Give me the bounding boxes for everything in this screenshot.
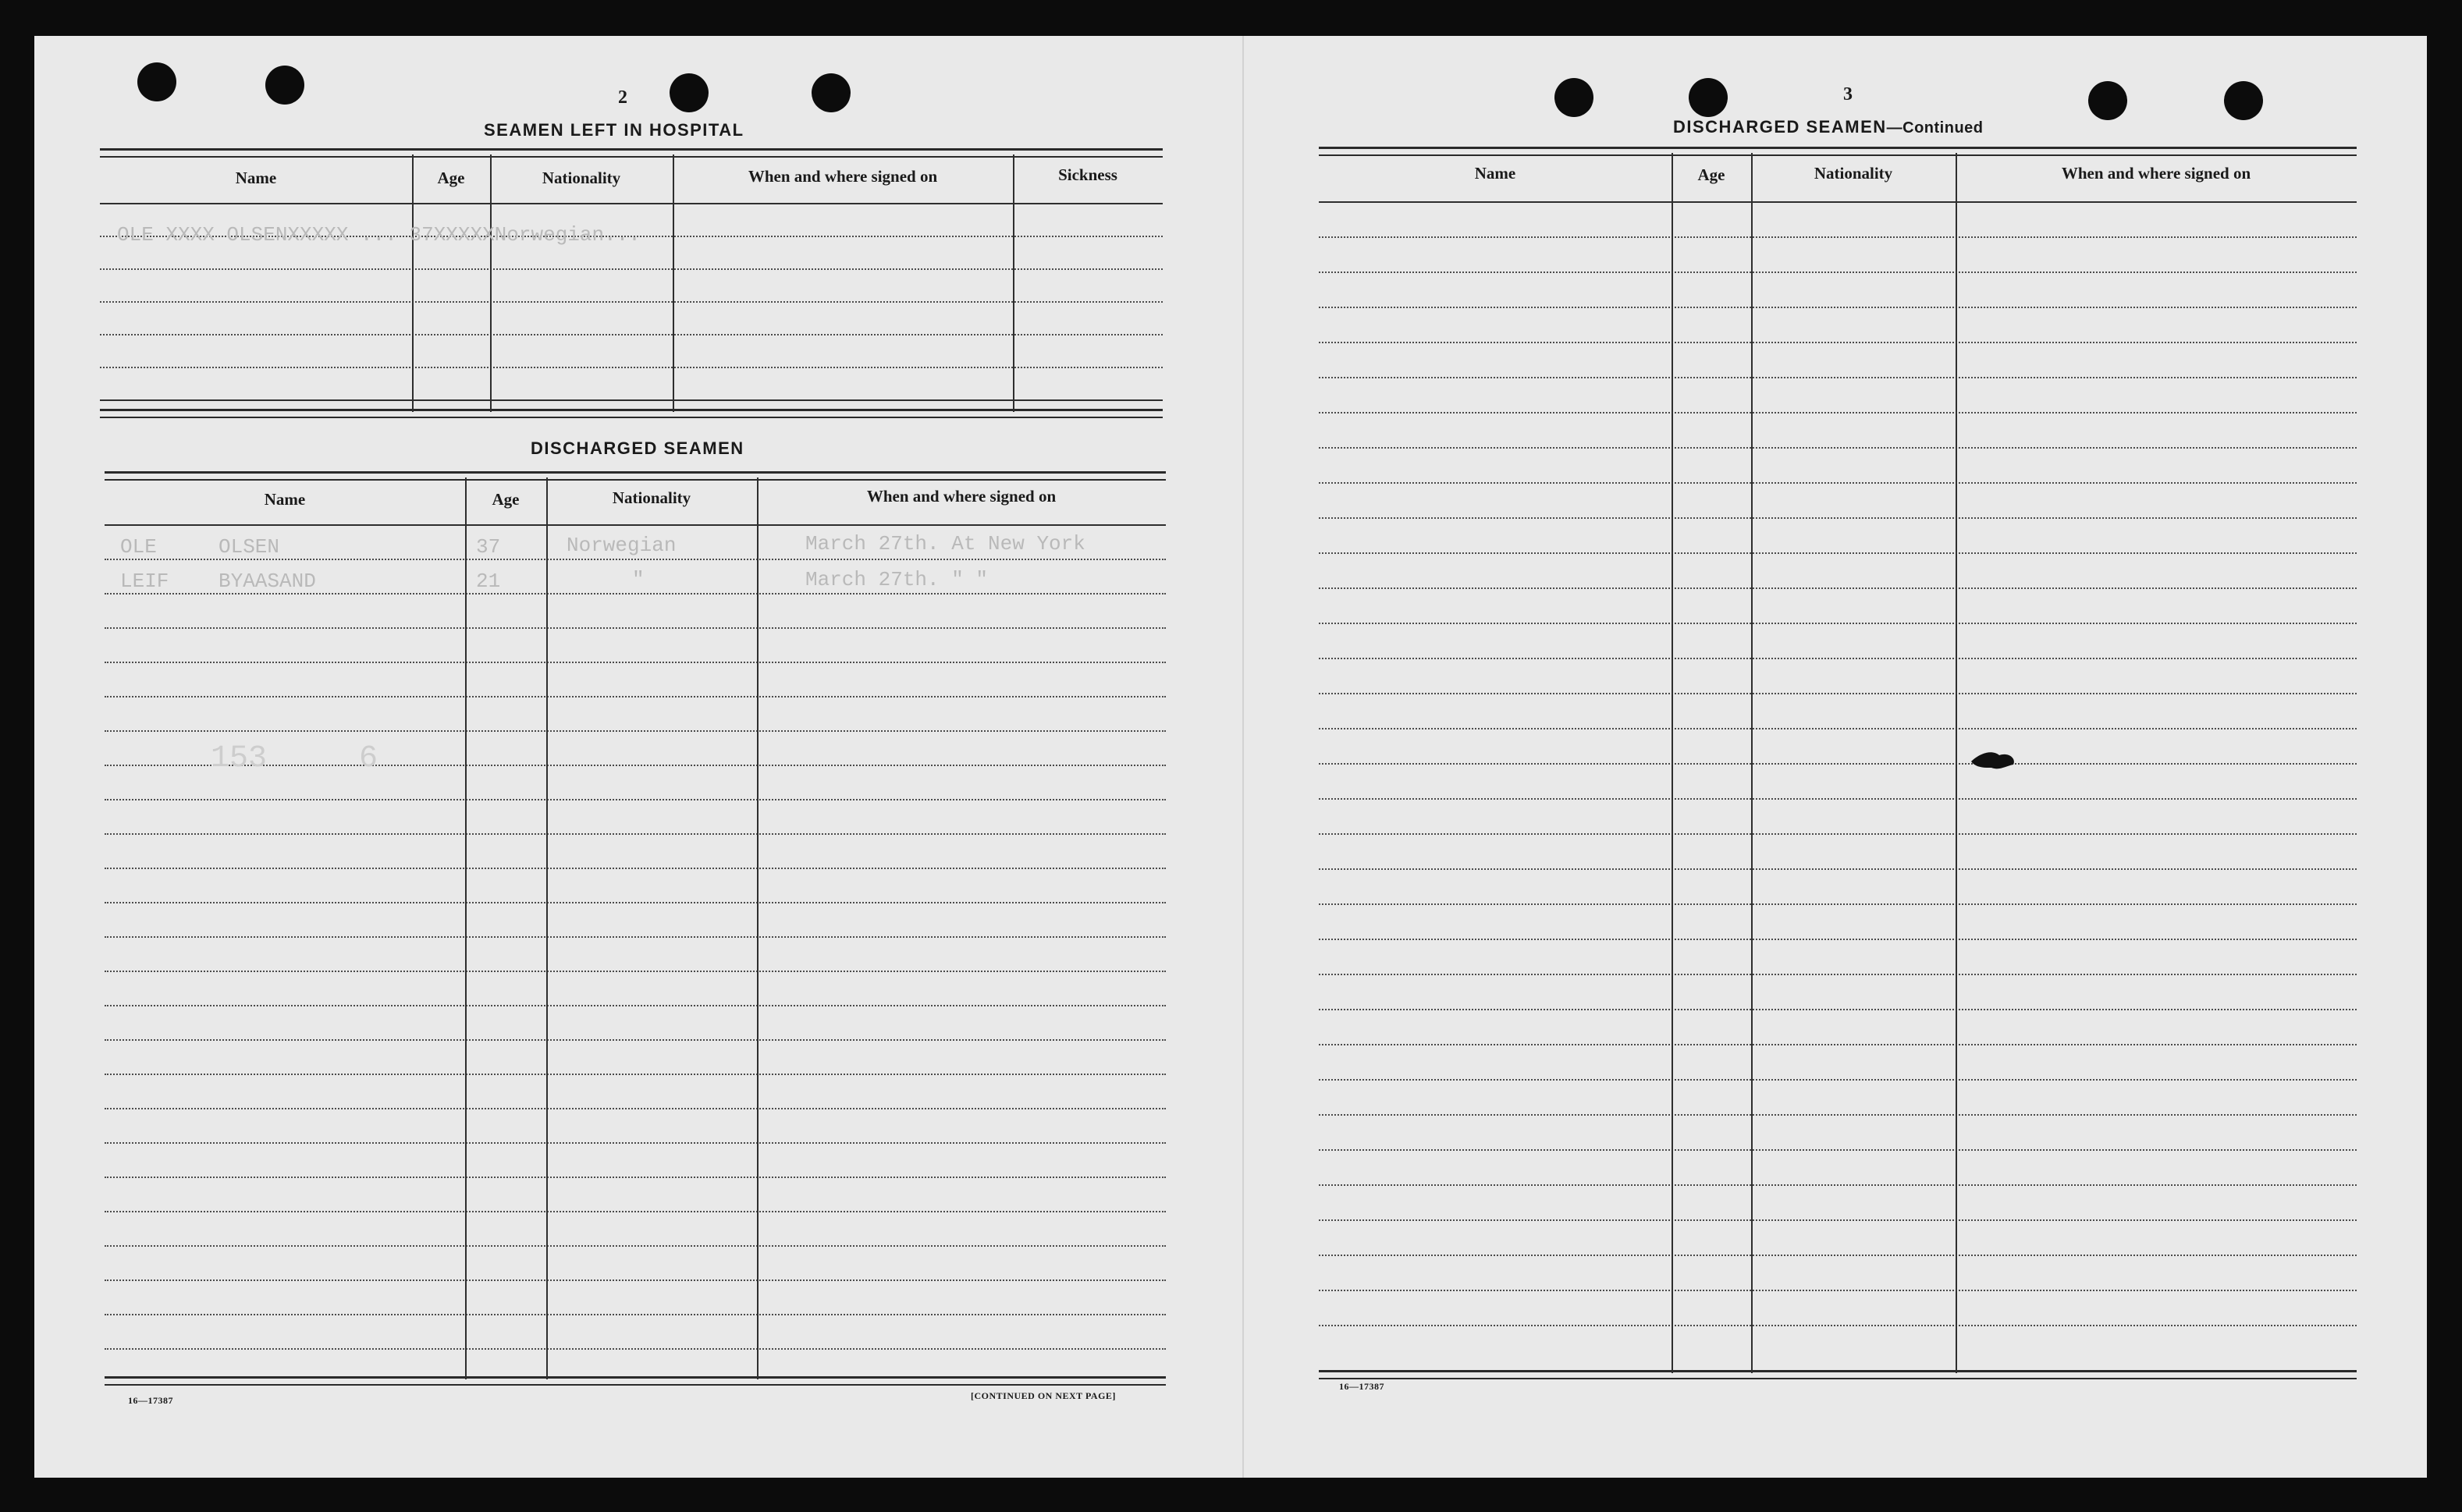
row-1-first-name: OLE: [120, 535, 157, 559]
page-number: 2: [618, 87, 627, 108]
row-2-signed-on: March 27th. " ": [805, 568, 989, 591]
page-fold: [1242, 36, 1244, 1478]
row-1-nationality: Norwegian: [567, 534, 677, 557]
page-number: 3: [1843, 84, 1853, 105]
footer-form-code: 16—17387: [128, 1395, 173, 1406]
punch-hole: [1689, 78, 1728, 117]
header-age: Age: [1697, 165, 1725, 184]
footer-continued: [CONTINUED ON NEXT PAGE]: [971, 1390, 1116, 1401]
punch-hole: [137, 62, 176, 101]
header-signed-on: When and where signed on: [866, 487, 1057, 506]
hospital-table: [100, 148, 1163, 418]
footer-form-code: 16—17387: [1339, 1381, 1384, 1392]
row-2-age: 21: [476, 570, 501, 593]
punch-hole: [2088, 81, 2127, 120]
punch-hole: [812, 73, 851, 112]
section-title-discharged: DISCHARGED SEAMEN: [531, 438, 744, 458]
title-main: DISCHARGED SEAMEN: [1673, 117, 1887, 137]
punch-hole: [670, 73, 709, 112]
header-nationality: Nationality: [542, 169, 621, 187]
struck-entry: OLE XXXX OLSENXXXXX ... 37XXXXXNorwegian...: [117, 223, 641, 247]
punch-hole: [1554, 78, 1593, 117]
header-nationality: Nationality: [612, 488, 691, 507]
header-sickness: Sickness: [1058, 165, 1117, 184]
row-2-last-name: BYAASAND: [218, 570, 316, 593]
margin-note: 153: [211, 741, 268, 776]
punch-hole: [2224, 81, 2263, 120]
header-age: Age: [437, 169, 465, 187]
section-title-discharged-continued: [1673, 117, 1984, 137]
header-name: Name: [235, 169, 277, 187]
punch-hole: [265, 66, 304, 105]
header-name: Name: [264, 490, 306, 509]
row-1-signed-on: March 27th. At New York: [805, 532, 1085, 555]
margin-note-2: 6: [359, 741, 378, 776]
ink-blot: [1968, 744, 2023, 776]
row-1-age: 37: [476, 535, 501, 559]
header-name: Name: [1474, 164, 1516, 183]
row-2-nationality: ": [632, 568, 645, 591]
row-1-last-name: OLSEN: [218, 535, 280, 559]
header-age: Age: [492, 490, 520, 509]
title-suffix: —Continued: [1886, 119, 1984, 137]
row-2-first-name: LEIF: [120, 570, 169, 593]
header-nationality: Nationality: [1814, 164, 1893, 183]
discharged-continued-table: [1319, 147, 2357, 1379]
header-signed-on: When and where signed on: [2061, 164, 2251, 183]
discharged-table: [105, 471, 1166, 1386]
section-title-hospital: SEAMEN LEFT IN HOSPITAL: [484, 120, 744, 140]
header-signed-on: When and where signed on: [748, 167, 938, 186]
